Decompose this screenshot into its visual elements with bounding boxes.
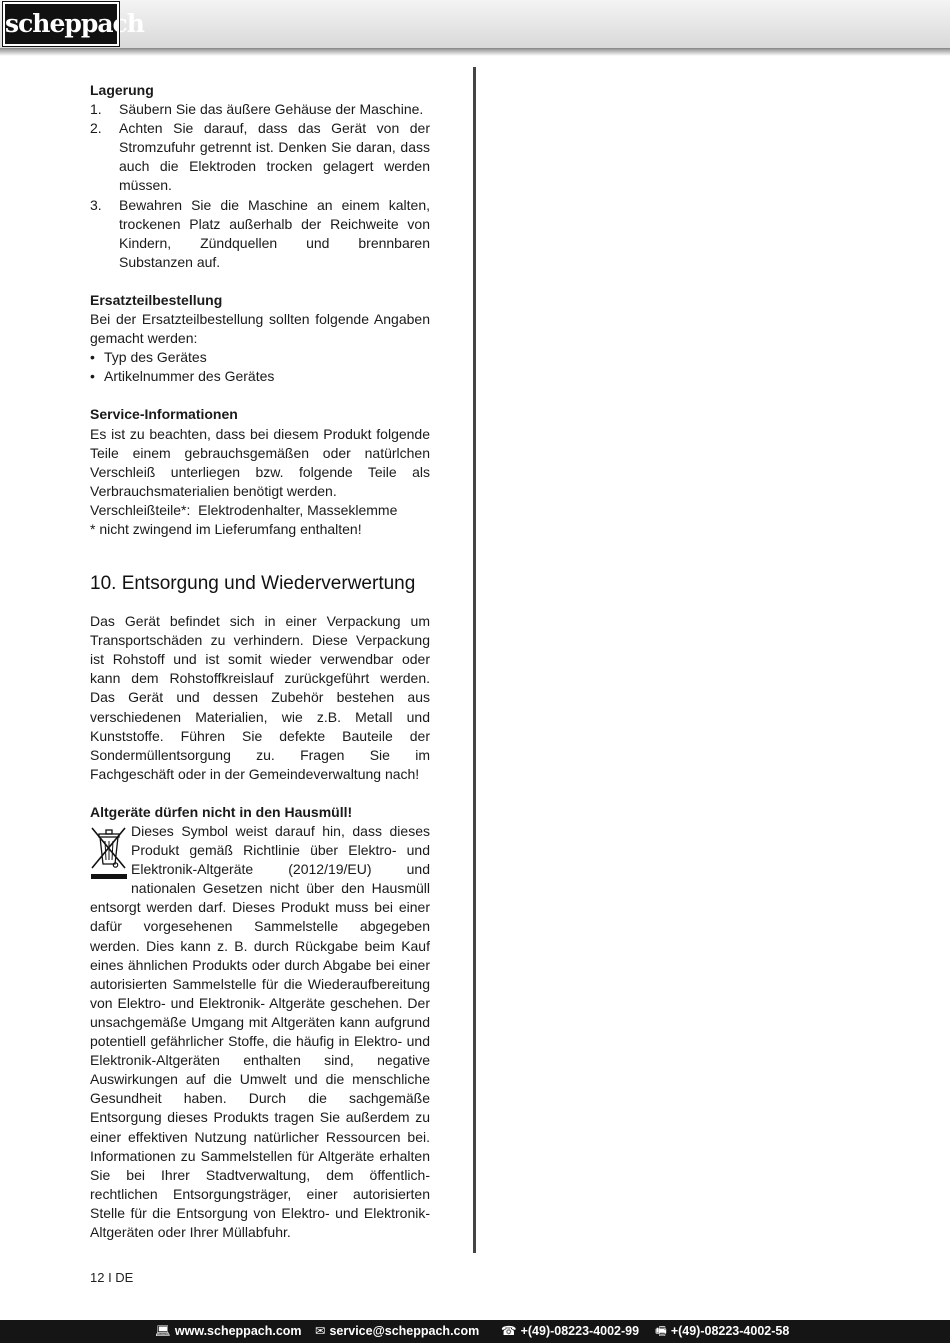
- ersatzteil-intro: Bei der Ersatzteilbestellung sollten folgende Angaben gemacht werden:: [90, 311, 430, 347]
- lagerung-list: [90, 100, 430, 272]
- phone-icon: ☎: [501, 1324, 517, 1338]
- ersatzteil-heading: Ersatzteilbestellung: [90, 291, 223, 308]
- lagerung-heading: Lagerung: [90, 82, 154, 98]
- lagerung-item: 3. Bewahren Sie die Maschine an einem kalten, trockenen Platz außerhalb der Reichweite von Kindern, Zündquellen und brennbaren Substanzen auf.: [90, 196, 430, 270]
- page-number: 12 I DE: [90, 1270, 134, 1285]
- envelope-icon: ✉︎: [315, 1324, 326, 1338]
- scheppach-logo: scheppach: [3, 2, 119, 46]
- lagerung-item: 1. Säubern Sie das äußere Gehäuse der Maschine.: [90, 101, 424, 118]
- ersatzteil-list: [90, 348, 430, 386]
- page-header: [0, 0, 950, 49]
- footer-phone: ☎ +(49)-08223-4002-99: [501, 1324, 640, 1338]
- footer-web[interactable]: 💻︎ www.scheppach.com: [155, 1324, 302, 1338]
- section-10-text: Das Gerät befindet sich in einer Verpackung um Transportschäden zu verhindern. Diese Verpackung ist Rohstoff und ist somit wieder verwendbar oder kann dem Rohstoffkreislauf zurückgeführt werden. Das Gerät und dessen Zubehör bestehen aus verschiedenen Materialien, wie z.B. Metall und Kunststoffe. Führen Sie defekte Bauteile der Sondermüllentsorgung zu. Fragen Sie im Fachgeschäft oder in der Gemeindeverwaltung nach!: [90, 613, 430, 782]
- page-footer: [0, 1320, 950, 1343]
- service-text: Es ist zu beachten, dass bei diesem Produkt folgende Teile einem gebrauchsgemäßen oder natürlchen Verschleiß unterliegen bzw. folgende Teile als Verbrauchsmaterialien benötigt werden.: [90, 425, 430, 499]
- footer-fax: 🖷︎ +(49)-08223-4002-58: [655, 1324, 790, 1338]
- crossed-bin-icon: [90, 824, 128, 884]
- list-item: • Artikelnummer des Gerätes: [90, 368, 275, 385]
- service-note: * nicht zwingend im Lieferumfang enthalten!: [90, 520, 362, 537]
- footer-email[interactable]: ✉︎ service@scheppach.com: [315, 1324, 480, 1338]
- service-heading: Service-Informationen: [90, 406, 238, 423]
- altgeraete-block: [90, 822, 430, 1242]
- altgeraete-heading: Altgeräte dürfen nicht in den Hausmüll!: [90, 803, 353, 820]
- header-shadow: [0, 48, 950, 56]
- list-item: • Typ des Gerätes: [90, 349, 207, 366]
- section-10-title: 10. Entsorgung und Wiederverwertung: [90, 573, 416, 595]
- left-column: [90, 81, 430, 1242]
- altgeraete-text: Dieses Symbol weist darauf hin, dass dieses Produkt gemäß Richtlinie über Elektro- und Elektronik-Altgeräte (2012/19/EU) und nationalen Gesetzen nicht über den Hausmüll entsorgt werden darf. Dieses Produkt muss bei einer dafür vorgesehenen Sammelstelle abgegeben werden. Dies kann z. B. durch Rückgabe beim Kauf eines ähnlichen Produkts oder durch Abgabe bei einer autorisierten Sammelstelle für die Wiederaufbereitung von Elektro- und Elektronik- Altgeräte geschehen. Der unsachgemäße Umgang mit Altgeräten kann aufgrund potentiell gefährlicher Stoffe, die häufig in Elektro- und Elektronik-Altgeräten enthalten sind, negative Auswirkungen auf die Umwelt und die menschliche Gesundheit haben. Durch die sachgemäße Entsorgung dieses Produkts tragen Sie außerdem zu einer effektiven Nutzung natürlicher Ressourcen bei. Informationen zu Sammelstellen für Altgeräte erhalten Sie bei Ihrer Stadtverwaltung, dem öffentlich-rechtlichen Entsorgungsträger, einer autorisierten Stelle für die Entsorgung von Elektro- und Elektronik-Altgeräten oder Ihrer Müllabfuhr.: [90, 823, 430, 1240]
- fax-icon: 🖷︎: [655, 1324, 667, 1338]
- laptop-icon: 💻︎: [155, 1324, 171, 1338]
- lagerung-item: 2. Achten Sie darauf, dass das Gerät von der Stromzufuhr getrennt ist. Denken Sie daran, dass auch die Elektroden trocken gelagert werden müssen.: [90, 120, 430, 194]
- column-divider: [473, 67, 476, 1253]
- wear-parts-text: Verschleißteile*: Elektrodenhalter, Masseklemme: [90, 501, 398, 518]
